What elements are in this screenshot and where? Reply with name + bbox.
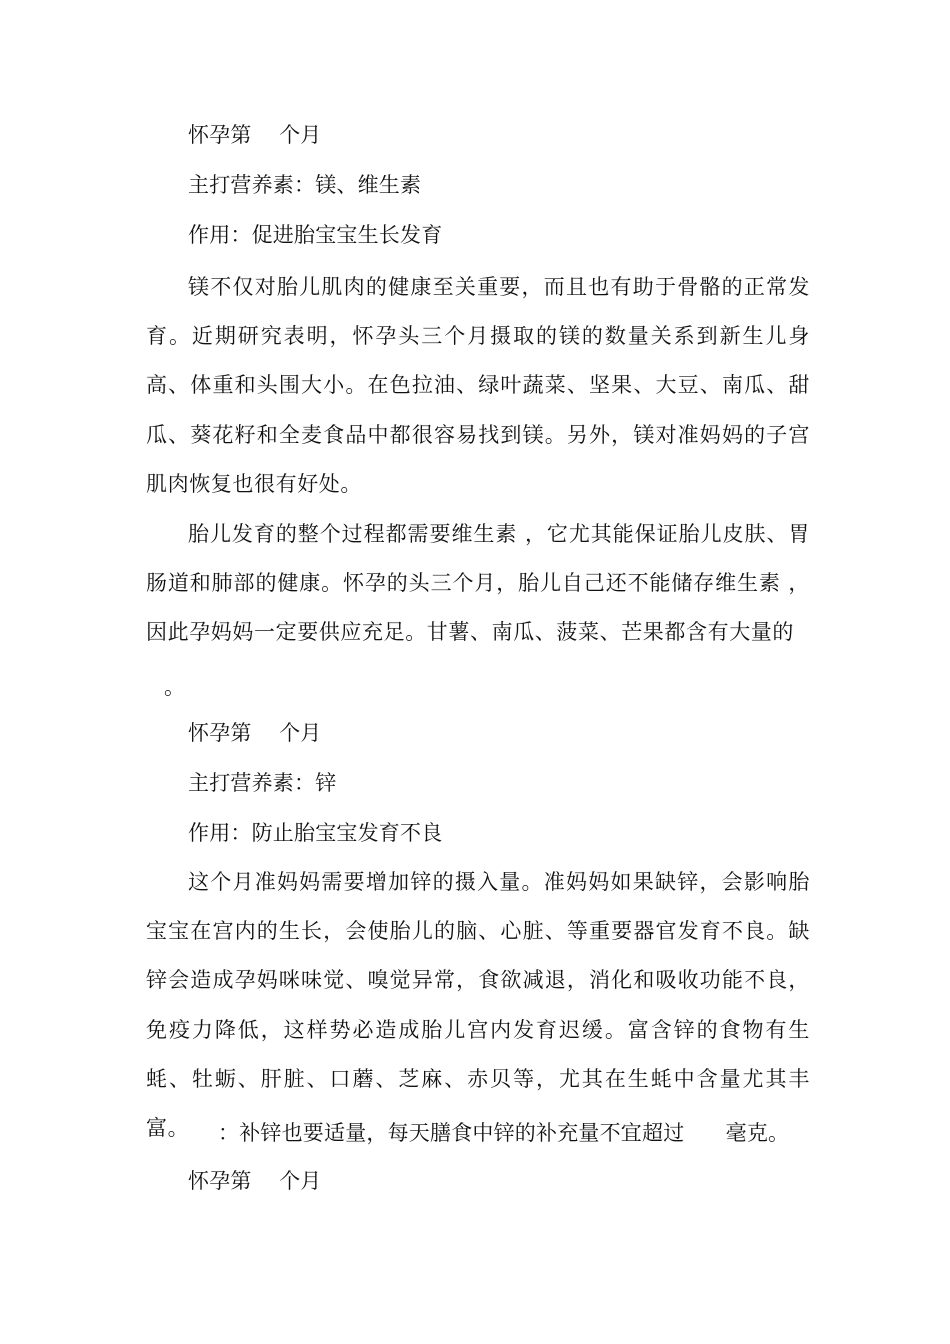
paragraph-vitamin-end: 。	[164, 675, 186, 699]
effect-line: 作用：防止胎宝宝发育不良	[188, 821, 443, 845]
note-line: ：补锌也要适量，每天膳食中锌的补充量不宜超过 毫克。	[218, 1121, 790, 1145]
paragraph-magnesium: 镁不仅对胎儿肌肉的健康至关重要，而且也有助于骨骼的正常发育。近期研究表明，怀孕头三个月摄取的镁的数量关系到新生儿身高、体重和头围大小。在色拉油、绿叶蔬菜、坚果、大豆、南瓜、甜瓜、葵花籽和全麦食品中都很容易找到镁。另外，镁对准妈妈的子宫肌肉恢复也很有好处。	[146, 275, 810, 496]
effect-line: 作用：促进胎宝宝生长发育	[188, 223, 443, 247]
paragraph-zinc: 这个月准妈妈需要增加锌的摄入量。准妈妈如果缺锌，会影响胎宝宝在宫内的生长，会使胎儿的脑、心脏、等重要器官发育不良。缺锌会造成孕妈咪味觉、嗅觉异常，食欲减退，消化和吸收功能不良，免疫力降低，这样势必造成胎儿宫内发育迟缓。富含锌的食物有生蚝、牡蛎、肝脏、口蘑、芝麻、赤贝等，尤其在生蚝中含量尤其丰富。	[146, 870, 810, 1141]
section-heading: 怀孕第 个月	[188, 721, 322, 745]
nutrient-line: 主打营养素：镁、维生素	[188, 173, 422, 197]
nutrient-line: 主打营养素：锌	[188, 771, 337, 795]
section-heading: 怀孕第 个月	[188, 123, 322, 147]
section-heading: 怀孕第 个月	[188, 1169, 322, 1193]
paragraph-vitamin: 胎儿发育的整个过程都需要维生素 ，它尤其能保证胎儿皮肤、胃肠道和肺部的健康。怀孕的头三个月，胎儿自己还不能储存维生素 ，因此孕妈妈一定要供应充足。甘薯、南瓜、菠菜、芒果都含有大量的	[146, 522, 810, 645]
